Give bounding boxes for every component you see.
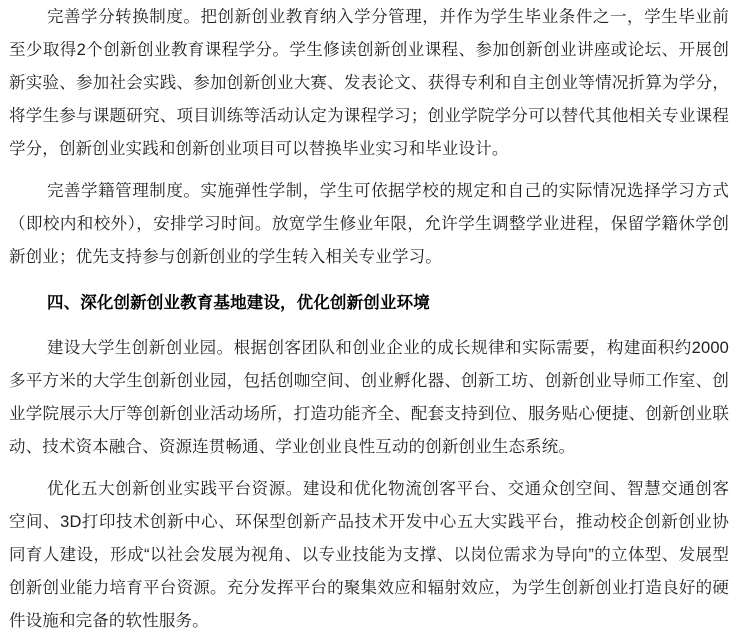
paragraph-credit-conversion-system: 完善学分转换制度。把创新创业教育纳入学分管理，并作为学生毕业条件之一，学生毕业前至少取得2个创新创业教育课程学分。学生修读创新创业课程、参加创新创业讲座或论坛、开展创新实验、参加社会实践、参加创新创业大赛、发表论文、获得专利和自主创业等情况折算为学分，将学生参与课题研究、项目训练等活动认定为课程学习；创业学院学分可以替代其他相关专业课程学分，创新创业实践和创新创业项目可以替换毕业实习和毕业设计。 xyxy=(9,8,729,158)
paragraph-enrollment-management-system: 完善学籍管理制度。实施弹性学制，学生可依据学校的规定和自己的实际情况选择学习方式（即校内和校外），安排学习时间。放宽学生修业年限，允许学生调整学业进程，保留学籍休学创新创业；优先支持参与创新创业的学生转入相关专业学习。 xyxy=(9,182,729,266)
section-heading-four: 四、深化创新创业教育基地建设，优化创新创业环境 xyxy=(46,294,430,312)
paragraph-innovation-park-construction: 建设大学生创新创业园。根据创客团队和创业企业的成长规律和实际需要，构建面积约2000多平方米的大学生创新创业园，包括创咖空间、创业孵化器、创新工坊、创新创业导师工作室、创业学院展示大厅等创新创业活动场所，打造功能齐全、配套支持到位、服务贴心便捷、创新创业联动、技术资本融合、资源连贯畅通、学业创业良性互动的创新创业生态系统。 xyxy=(9,339,729,456)
paragraph-five-practice-platforms: 优化五大创新创业实践平台资源。建设和优化物流创客平台、交通众创空间、智慧交通创客空间、3D打印技术创新中心、环保型创新产品技术开发中心五大实践平台，推动校企创新创业协同育人建设，形成“以社会发展为视角、以专业技能为支撑、以岗位需求为导向”的立体型、发展型创新创业能力培育平台资源。充分发挥平台的聚集效应和辐射效应，为学生创新创业打造良好的硬件设施和完备的软性服务。 xyxy=(9,480,729,630)
